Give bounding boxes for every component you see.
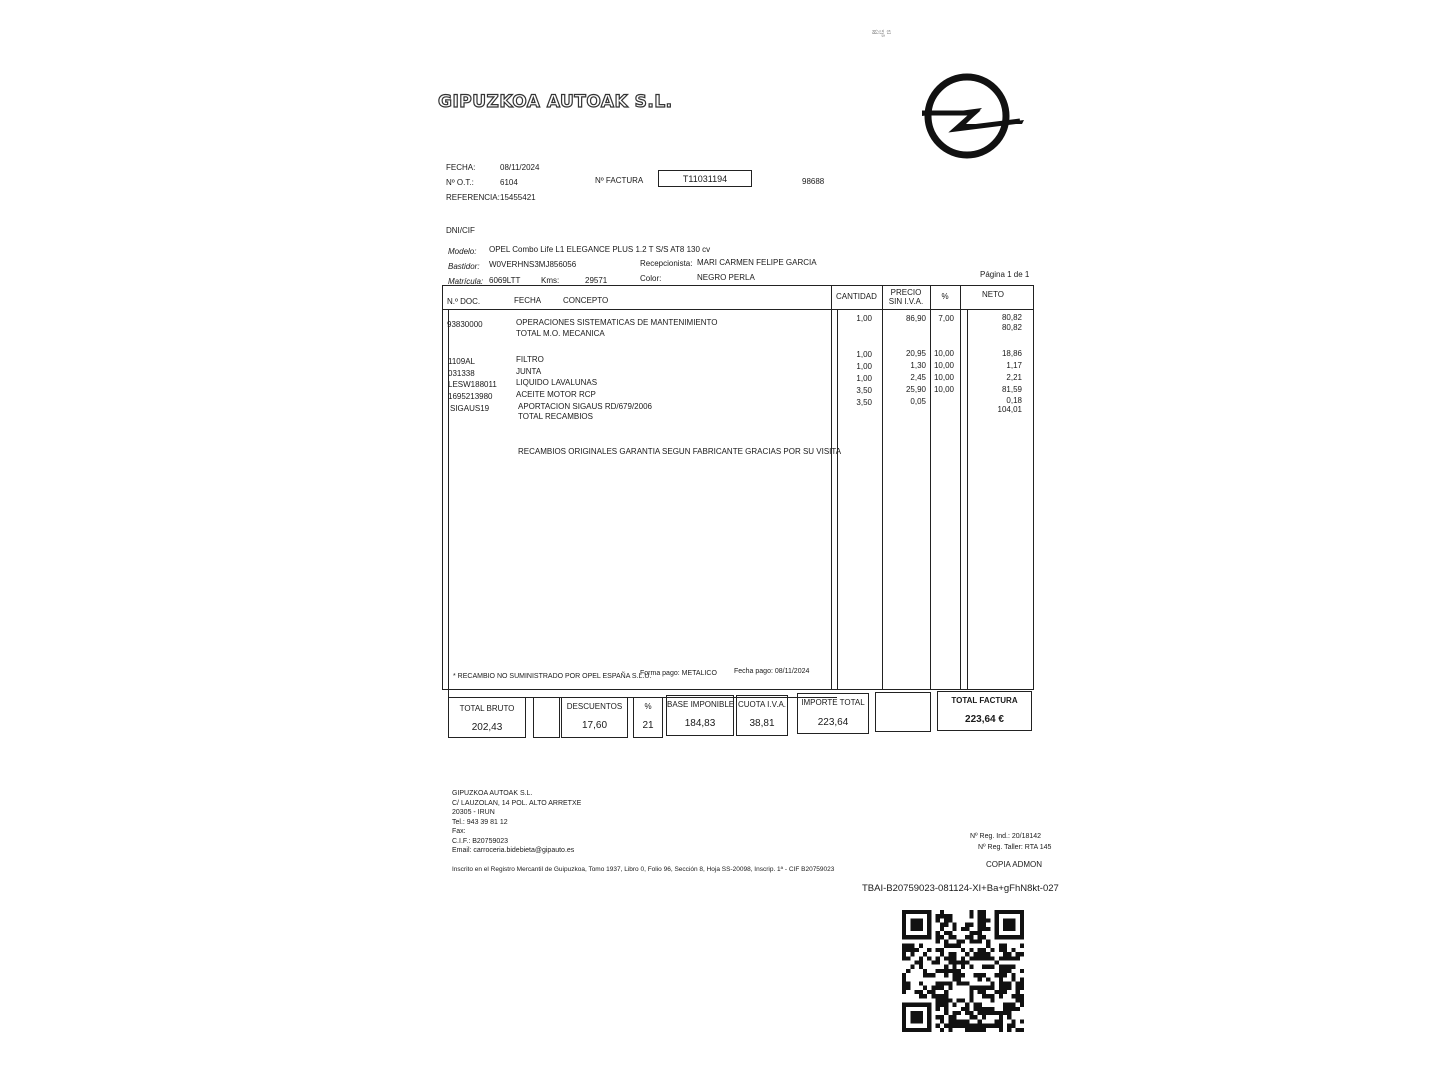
row-concepto: OPERACIONES SISTEMATICAS DE MANTENIMIENTO [516,318,718,327]
cuota-iva-label: CUOTA I.V.A. [737,700,786,709]
company-name: GIPUZKOA AUTOAK S.L. [438,92,673,112]
row-neto: 81,59 [1001,385,1022,394]
pct-box [633,697,663,738]
matricula-label: Matrícula: [448,277,484,286]
row-concepto: LIQUIDO LAVALUNAS [516,378,598,387]
importe-total-box [797,693,869,734]
cuota-iva-value: 38,81 [749,718,775,729]
recepcionista-label: Recepcionista: [640,259,693,268]
total-factura-box [937,691,1032,731]
kms-value: 29571 [585,276,608,285]
row-pct: 7,00 [938,314,954,323]
bastidor-label: Bastidor: [448,262,480,271]
fecha-pago: Fecha pago: 08/11/2024 [734,668,810,675]
row-precio: 86,90 [905,314,926,323]
row-doc: 1695213980 [448,392,493,401]
base-imponible-label: BASE IMPONIBLE [667,700,735,709]
modelo-label: Modelo: [448,247,477,256]
modelo-value: OPEL Combo Life L1 ELEGANCE PLUS 1.2 T S/S AT8 130 cv [489,245,711,254]
cuota-iva-box [736,695,788,736]
header-concepto: CONCEPTO [563,296,609,305]
row-pct: 10,00 [933,349,954,358]
row-cantidad: 1,00 [856,350,872,359]
descuentos-value: 17,60 [581,720,608,731]
row-precio: 20,95 [905,349,926,358]
factura-number-box: T11031194 [658,170,752,187]
footnote: * RECAMBIO NO SUMINISTRADO POR OPEL ESPAÑA S.L.U. [453,673,652,680]
base-imponible-box [666,695,734,736]
fecha-label: FECHA: [446,163,476,172]
color-value: NEGRO PERLA [697,273,755,282]
address-line: Fax: [452,828,466,835]
address-line: Email: carroceria.bidebieta@gipauto.es [452,847,575,854]
row-concepto: FILTRO [516,355,544,364]
header-fecha: FECHA [514,296,542,305]
address-line: Tel.: 943 39 81 12 [452,818,508,826]
referencia-label: REFERENCIA: [446,193,500,202]
row-cantidad: 1,00 [856,374,872,383]
fecha-value: 08/11/2024 [500,163,540,172]
header-cantidad: CANTIDAD [836,292,877,301]
row-concepto: ACEITE MOTOR RCP [516,390,596,399]
ot-value: 6104 [500,178,518,187]
color-label: Color: [640,274,662,283]
row-precio: 0,05 [910,397,926,406]
copia-admon: COPIA ADMON [986,860,1043,869]
address-line: C/ LAUZOLAN, 14 POL. ALTO ARRETXE [452,799,582,807]
total-bruto-value: 202,43 [471,722,503,733]
row-concepto: JUNTA [516,367,542,376]
table-header-divider [442,309,1034,310]
header-precio-sin-iva: SIN I.V.A. [888,297,924,306]
registro-mercantil: Inscrito en el Registro Mercantil de Guipuzkoa, Tomo 1937, Libro 0, Folio 96, Sección 8, Hoja SS-20098, Inscrip. 1ª - CIF B20759023 [452,866,835,873]
row-concepto: TOTAL RECAMBIOS [518,412,593,421]
importe-total-label: IMPORTE TOTAL [801,698,865,707]
row-concepto: TOTAL M.O. MECANICA [516,329,605,338]
base-imponible-value: 184,83 [684,718,716,729]
page-number: Página 1 de 1 [980,270,1030,279]
factura-label: Nº FACTURA [595,176,644,185]
row-cantidad: 1,00 [856,362,872,371]
tbai-code: TBAI-B20759023-081124-XI+Ba+gFhN8kt-027 [862,883,1059,894]
pct-value: 21 [642,720,654,731]
row-pct: 10,00 [933,373,954,382]
row-neto: 80,82 [1001,313,1022,322]
row-neto: 2,21 [1006,373,1022,382]
row-pct: 10,00 [933,385,954,394]
row-precio: 1,30 [910,361,926,370]
bastidor-value: W0VERHNS3MJ856056 [489,260,577,269]
pct-label: % [644,702,652,711]
row-neto: 80,82 [1001,323,1022,332]
row-neto: 0,18 [1006,396,1022,405]
header-doc: N.º DOC. [447,297,481,306]
row-doc: 1109AL [448,357,475,366]
blank-box [533,697,560,738]
matricula-value: 6069LTT [489,276,521,285]
invoice-lines-table [442,285,1034,690]
header-neto: NETO [981,290,1005,299]
opel-logo-icon [920,68,1030,164]
header-precio: PRECIO [890,288,922,297]
row-neto: 104,01 [997,405,1022,414]
blank-box [875,692,931,732]
row-pct: 10,00 [933,361,954,370]
total-bruto-box [448,697,526,738]
address-line: C.I.F.: B20759023 [452,837,509,845]
row-cantidad: 1,00 [856,314,872,323]
row-cantidad: 3,50 [856,398,872,407]
total-factura-value: 223,64 € [965,714,1004,725]
row-concepto: APORTACION SIGAUS RD/679/2006 [518,402,652,411]
company-address [452,789,581,856]
row-doc: SIGAUS19 [450,404,490,413]
descuentos-box [561,697,628,738]
row-neto: 18,86 [1001,349,1022,358]
recepcionista-value: MARI CARMEN FELIPE GARCIA [697,258,817,267]
referencia-value: 15455421 [500,193,536,202]
total-factura-label: TOTAL FACTURA [951,696,1018,705]
factura-code: 98688 [802,177,825,186]
address-line: 20305 - IRUN [452,809,495,816]
qr-code-icon [902,910,1024,1032]
row-doc: 031338 [448,369,475,378]
scan-marks: ಹುಚ್ಚ ಬಿ [872,29,892,36]
total-bruto-label: TOTAL BRUTO [459,704,515,713]
descuentos-label: DESCUENTOS [566,702,623,711]
forma-pago: Forma pago: METALICO [640,670,717,677]
row-cantidad: 3,50 [856,386,872,395]
row-neto: 1,17 [1006,361,1022,370]
thanks-note: RECAMBIOS ORIGINALES GARANTIA SEGUN FABRICANTE GRACIAS POR SU VISITA [518,447,842,456]
ot-label: Nº O.T.: [446,178,474,187]
kms-label: Kms: [541,276,560,285]
row-doc: LESW188011 [448,380,497,389]
address-line: GIPUZKOA AUTOAK S.L. [452,790,533,797]
importe-total-value: 223,64 [817,717,849,728]
reg-ind: Nº Reg. Ind.: 20/18142 [970,833,1042,840]
row-doc: 93830000 [447,320,483,329]
dni-label: DNI/CIF [446,226,475,235]
row-precio: 2,45 [910,373,926,382]
reg-taller: Nº Reg. Taller: RTA 145 [978,844,1052,851]
header-pct: % [941,292,949,301]
row-precio: 25,90 [905,385,926,394]
